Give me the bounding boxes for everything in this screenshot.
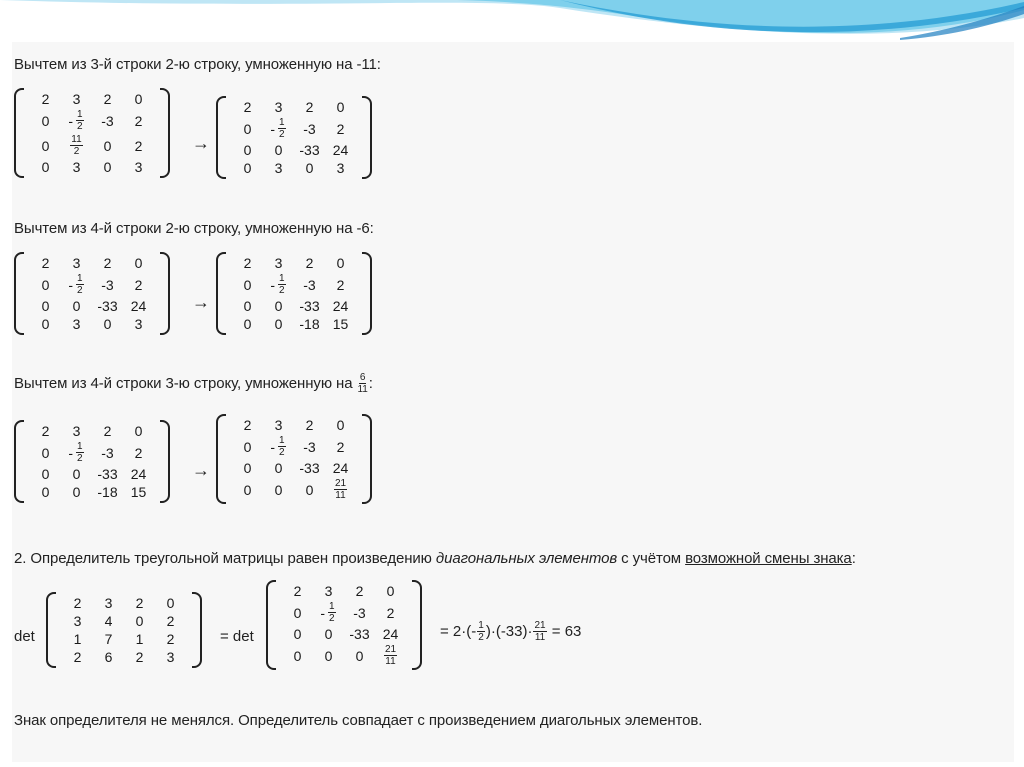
step1-left-matrix xyxy=(14,88,170,175)
matrix-cell: 3 xyxy=(274,417,283,433)
matrix-cell: -3 xyxy=(303,438,316,455)
rule-mid: с учётом xyxy=(621,550,682,567)
matrix-cell xyxy=(61,109,92,132)
minus-sign: - xyxy=(270,438,276,455)
fraction-denominator: 2 xyxy=(77,121,83,132)
matrix-cell: 0 xyxy=(243,460,252,476)
step3-left-matrix xyxy=(14,420,170,500)
det-label: det xyxy=(14,628,35,645)
matrix-grid xyxy=(226,96,362,179)
matrix-grid xyxy=(24,88,160,178)
result-fraction-half xyxy=(477,620,485,643)
matrix-cell: 24 xyxy=(130,298,147,314)
fraction xyxy=(70,134,82,157)
matrix-cell: 3 xyxy=(336,160,345,176)
matrix-cell: 24 xyxy=(332,142,349,158)
matrix-body xyxy=(46,592,202,668)
matrix-cell: 3 xyxy=(73,613,82,629)
right-bracket xyxy=(192,592,202,668)
det-triangular-matrix xyxy=(266,580,422,667)
fraction-numerator: 1 xyxy=(279,117,285,128)
fraction xyxy=(334,478,347,501)
result-part-b: )·(-33)· xyxy=(485,623,533,640)
right-bracket xyxy=(160,252,170,335)
matrix-cell: 0 xyxy=(243,438,252,455)
fraction xyxy=(278,435,286,458)
fraction xyxy=(278,117,286,140)
matrix-cell: 0 xyxy=(305,160,314,176)
matrix-cell xyxy=(263,117,294,140)
matrix-cell: 2 xyxy=(305,417,314,433)
matrix-cell: 2 xyxy=(134,112,143,129)
matrix-cell: 3 xyxy=(274,255,283,271)
matrix-grid xyxy=(226,414,362,504)
matrix-body xyxy=(266,580,422,670)
fraction-denominator: 2 xyxy=(279,285,285,296)
left-bracket xyxy=(216,96,226,179)
right-bracket xyxy=(412,580,422,670)
matrix-cell: 2 xyxy=(41,423,50,439)
left-bracket xyxy=(266,580,276,670)
step2-caption: Вычтем из 4-й строки 2-ю строку, умноженную на -6: xyxy=(14,220,374,237)
matrix-cell: 15 xyxy=(130,484,147,500)
step1-right-matrix xyxy=(216,96,372,176)
matrix-cell: -33 xyxy=(299,298,320,314)
matrix-cell: 0 xyxy=(243,298,252,314)
matrix-cell: -3 xyxy=(353,604,366,621)
minus-sign: - xyxy=(270,276,276,293)
step3-right-matrix xyxy=(216,414,372,501)
minus-sign: - xyxy=(270,120,276,137)
matrix-cell: 0 xyxy=(41,484,50,500)
matrix-cell: 2 xyxy=(336,438,345,455)
matrix-cell: 2 xyxy=(134,444,143,461)
matrix-cell: 0 xyxy=(41,159,50,175)
matrix-cell: -3 xyxy=(303,276,316,293)
result-part-c: = 63 xyxy=(551,623,582,640)
matrix-grid xyxy=(226,252,362,335)
right-bracket xyxy=(362,252,372,335)
matrix-cell: 24 xyxy=(332,460,349,476)
matrix-cell: -3 xyxy=(101,112,114,129)
matrix-cell xyxy=(375,644,406,667)
matrix-cell: 3 xyxy=(104,595,113,611)
matrix-cell: 0 xyxy=(293,604,302,621)
det-equals-label: = det xyxy=(220,628,254,645)
matrix-body xyxy=(14,420,170,503)
fraction-denominator: 11 xyxy=(335,490,346,501)
matrix-cell: 0 xyxy=(103,316,112,332)
matrix-body xyxy=(216,414,372,504)
matrix-cell: 3 xyxy=(72,316,81,332)
matrix-cell: 2 xyxy=(305,255,314,271)
matrix-cell: 0 xyxy=(134,255,143,271)
right-bracket xyxy=(160,420,170,503)
fraction-numerator: 1 xyxy=(77,441,83,452)
right-bracket xyxy=(160,88,170,178)
left-bracket xyxy=(46,592,56,668)
fraction-numerator: 1 xyxy=(77,273,83,284)
matrix-cell: 0 xyxy=(41,112,50,129)
matrix-cell: 1 xyxy=(73,631,82,647)
matrix-cell: 24 xyxy=(332,298,349,314)
matrix-cell: 0 xyxy=(135,613,144,629)
matrix-cell: 3 xyxy=(134,316,143,332)
matrix-cell: 4 xyxy=(104,613,113,629)
matrix-cell: 0 xyxy=(41,444,50,461)
matrix-cell xyxy=(263,435,294,458)
minus-sign: - xyxy=(68,276,74,293)
matrix-cell: 24 xyxy=(382,626,399,642)
matrix-cell: -33 xyxy=(97,298,118,314)
matrix-cell: 0 xyxy=(305,481,314,498)
rule-underlined: возможной смены знака xyxy=(685,550,852,567)
left-bracket xyxy=(216,414,226,504)
matrix-cell: 3 xyxy=(274,160,283,176)
rule-suffix: : xyxy=(851,550,856,567)
fraction-denominator: 2 xyxy=(77,453,83,464)
fraction xyxy=(76,109,84,132)
fraction-denominator: 11 xyxy=(534,632,546,643)
matrix-cell: 15 xyxy=(332,316,349,332)
matrix-cell: -33 xyxy=(299,142,320,158)
left-bracket xyxy=(14,252,24,335)
step3-caption-text: Вычтем из 4-й строки 3-ю строку, умноженную на xyxy=(14,375,353,392)
matrix-cell: 0 xyxy=(355,647,364,664)
fraction xyxy=(278,273,286,296)
step3-arrow: → xyxy=(192,460,210,480)
fraction xyxy=(76,273,84,296)
matrix-cell: 0 xyxy=(41,316,50,332)
matrix-cell: 0 xyxy=(336,417,345,433)
fraction-numerator: 21 xyxy=(334,478,347,489)
fraction-numerator: 6 xyxy=(359,372,366,383)
matrix-cell: 24 xyxy=(130,466,147,482)
minus-sign: - xyxy=(68,444,74,461)
matrix-cell: 2 xyxy=(41,91,50,107)
matrix-cell: 0 xyxy=(336,255,345,271)
fraction-denominator: 2 xyxy=(77,285,83,296)
matrix-cell: 0 xyxy=(243,481,252,498)
fraction-numerator: 1 xyxy=(279,435,285,446)
matrix-cell: -18 xyxy=(299,316,320,332)
matrix-cell: 2 xyxy=(73,595,82,611)
matrix-body xyxy=(216,96,372,179)
matrix-cell: 2 xyxy=(336,120,345,137)
fraction-numerator: 21 xyxy=(384,644,397,655)
matrix-cell: 3 xyxy=(72,91,81,107)
left-bracket xyxy=(14,88,24,178)
fraction-denominator: 2 xyxy=(329,613,335,624)
matrix-cell: 0 xyxy=(293,626,302,642)
matrix-cell: -3 xyxy=(101,276,114,293)
matrix-cell: -33 xyxy=(349,626,370,642)
right-bracket xyxy=(362,414,372,504)
matrix-cell: 0 xyxy=(41,466,50,482)
matrix-cell: 0 xyxy=(41,298,50,314)
matrix-cell: 2 xyxy=(103,91,112,107)
fraction-numerator: 1 xyxy=(478,620,484,631)
step3-caption-fraction xyxy=(358,372,368,395)
matrix-cell: 0 xyxy=(41,276,50,293)
step2-right-matrix xyxy=(216,252,372,332)
matrix-cell: -3 xyxy=(101,444,114,461)
matrix-cell xyxy=(61,134,92,157)
fraction-numerator: 1 xyxy=(329,601,335,612)
right-bracket xyxy=(362,96,372,179)
matrix-cell: 2 xyxy=(305,99,314,115)
matrix-cell: 2 xyxy=(134,137,143,154)
matrix-cell: 2 xyxy=(135,595,144,611)
matrix-cell: 2 xyxy=(166,631,175,647)
matrix-cell: -18 xyxy=(97,484,118,500)
matrix-cell: 0 xyxy=(274,316,283,332)
step2-left-matrix xyxy=(14,252,170,332)
fraction-denominator: 2 xyxy=(478,632,484,643)
det-result xyxy=(440,620,581,643)
minus-sign: - xyxy=(320,604,326,621)
matrix-cell: 2 xyxy=(103,255,112,271)
matrix-grid xyxy=(24,420,160,503)
fraction-denominator: 2 xyxy=(73,146,80,157)
matrix-cell: 3 xyxy=(72,159,81,175)
matrix-cell: 0 xyxy=(274,298,283,314)
matrix-grid xyxy=(56,592,192,668)
matrix-cell: 3 xyxy=(134,159,143,175)
matrix-cell: 3 xyxy=(166,649,175,665)
matrix-cell: 2 xyxy=(135,649,144,665)
matrix-cell: 2 xyxy=(386,604,395,621)
matrix-cell: 0 xyxy=(166,595,175,611)
matrix-cell: 0 xyxy=(243,120,252,137)
matrix-cell: -33 xyxy=(299,460,320,476)
matrix-body xyxy=(14,252,170,335)
left-bracket xyxy=(14,420,24,503)
fraction-denominator: 11 xyxy=(357,384,368,395)
matrix-cell: 0 xyxy=(274,460,283,476)
matrix-cell: 0 xyxy=(103,159,112,175)
fraction-numerator: 1 xyxy=(279,273,285,284)
matrix-cell: 0 xyxy=(293,647,302,664)
matrix-cell: 0 xyxy=(243,160,252,176)
matrix-cell: 0 xyxy=(274,481,283,498)
matrix-cell: 2 xyxy=(166,613,175,629)
rule-statement xyxy=(14,550,856,567)
matrix-cell xyxy=(313,601,344,624)
matrix-cell: 0 xyxy=(103,137,112,154)
matrix-cell: 0 xyxy=(41,137,50,154)
matrix-cell: 0 xyxy=(243,142,252,158)
matrix-cell: 0 xyxy=(324,626,333,642)
matrix-cell: 3 xyxy=(274,99,283,115)
matrix-cell: 0 xyxy=(324,647,333,664)
fraction-denominator: 2 xyxy=(279,129,285,140)
rule-italic: диагональных элементов xyxy=(435,550,618,567)
step3-caption xyxy=(14,372,373,395)
fraction-numerator: 11 xyxy=(71,134,82,145)
matrix-cell: 0 xyxy=(72,484,81,500)
matrix-cell xyxy=(61,441,92,464)
matrix-cell: 2 xyxy=(134,276,143,293)
minus-sign: - xyxy=(68,112,74,129)
det-original-matrix xyxy=(46,592,202,665)
step2-arrow: → xyxy=(192,292,210,312)
matrix-cell: 0 xyxy=(134,423,143,439)
matrix-cell: 0 xyxy=(243,316,252,332)
matrix-cell: 2 xyxy=(41,255,50,271)
matrix-body xyxy=(216,252,372,335)
fraction-denominator: 11 xyxy=(385,656,396,667)
step3-caption-colon: : xyxy=(368,375,373,392)
left-bracket xyxy=(216,252,226,335)
matrix-cell: 0 xyxy=(72,466,81,482)
conclusion-text: Знак определителя не менялся. Определитель совпадает с произведением диагольных элементов. xyxy=(14,712,703,729)
matrix-cell xyxy=(325,478,356,501)
matrix-cell: 2 xyxy=(355,583,364,599)
step1-arrow: → xyxy=(192,133,210,153)
fraction xyxy=(384,644,397,667)
matrix-cell: -3 xyxy=(303,120,316,137)
matrix-cell: -33 xyxy=(97,466,118,482)
fraction xyxy=(328,601,336,624)
matrix-cell: 2 xyxy=(336,276,345,293)
matrix-cell: 0 xyxy=(134,91,143,107)
result-fraction-21-11 xyxy=(533,620,546,643)
matrix-cell: 0 xyxy=(72,298,81,314)
matrix-cell xyxy=(61,273,92,296)
step1-caption: Вычтем из 3-й строки 2-ю строку, умноженную на -11: xyxy=(14,56,381,73)
matrix-cell: 3 xyxy=(72,423,81,439)
rule-prefix: 2. Определитель треугольной матрицы равен произведению xyxy=(14,550,432,567)
matrix-cell: 0 xyxy=(243,276,252,293)
matrix-grid xyxy=(276,580,412,670)
matrix-grid xyxy=(24,252,160,335)
matrix-cell: 2 xyxy=(243,99,252,115)
fraction-numerator: 21 xyxy=(534,620,546,631)
matrix-cell: 2 xyxy=(103,423,112,439)
matrix-cell: 2 xyxy=(243,417,252,433)
matrix-cell: 0 xyxy=(336,99,345,115)
matrix-cell xyxy=(263,273,294,296)
matrix-cell: 6 xyxy=(104,649,113,665)
matrix-cell: 7 xyxy=(104,631,113,647)
matrix-cell: 2 xyxy=(73,649,82,665)
matrix-cell: 2 xyxy=(243,255,252,271)
matrix-cell: 0 xyxy=(274,142,283,158)
result-part-a: = 2·(- xyxy=(440,623,477,640)
fraction-denominator: 2 xyxy=(279,447,285,458)
fraction xyxy=(76,441,84,464)
matrix-cell: 1 xyxy=(135,631,144,647)
matrix-cell: 3 xyxy=(72,255,81,271)
matrix-body xyxy=(14,88,170,178)
matrix-cell: 2 xyxy=(293,583,302,599)
matrix-cell: 3 xyxy=(324,583,333,599)
matrix-cell: 0 xyxy=(386,583,395,599)
fraction-numerator: 1 xyxy=(77,109,83,120)
